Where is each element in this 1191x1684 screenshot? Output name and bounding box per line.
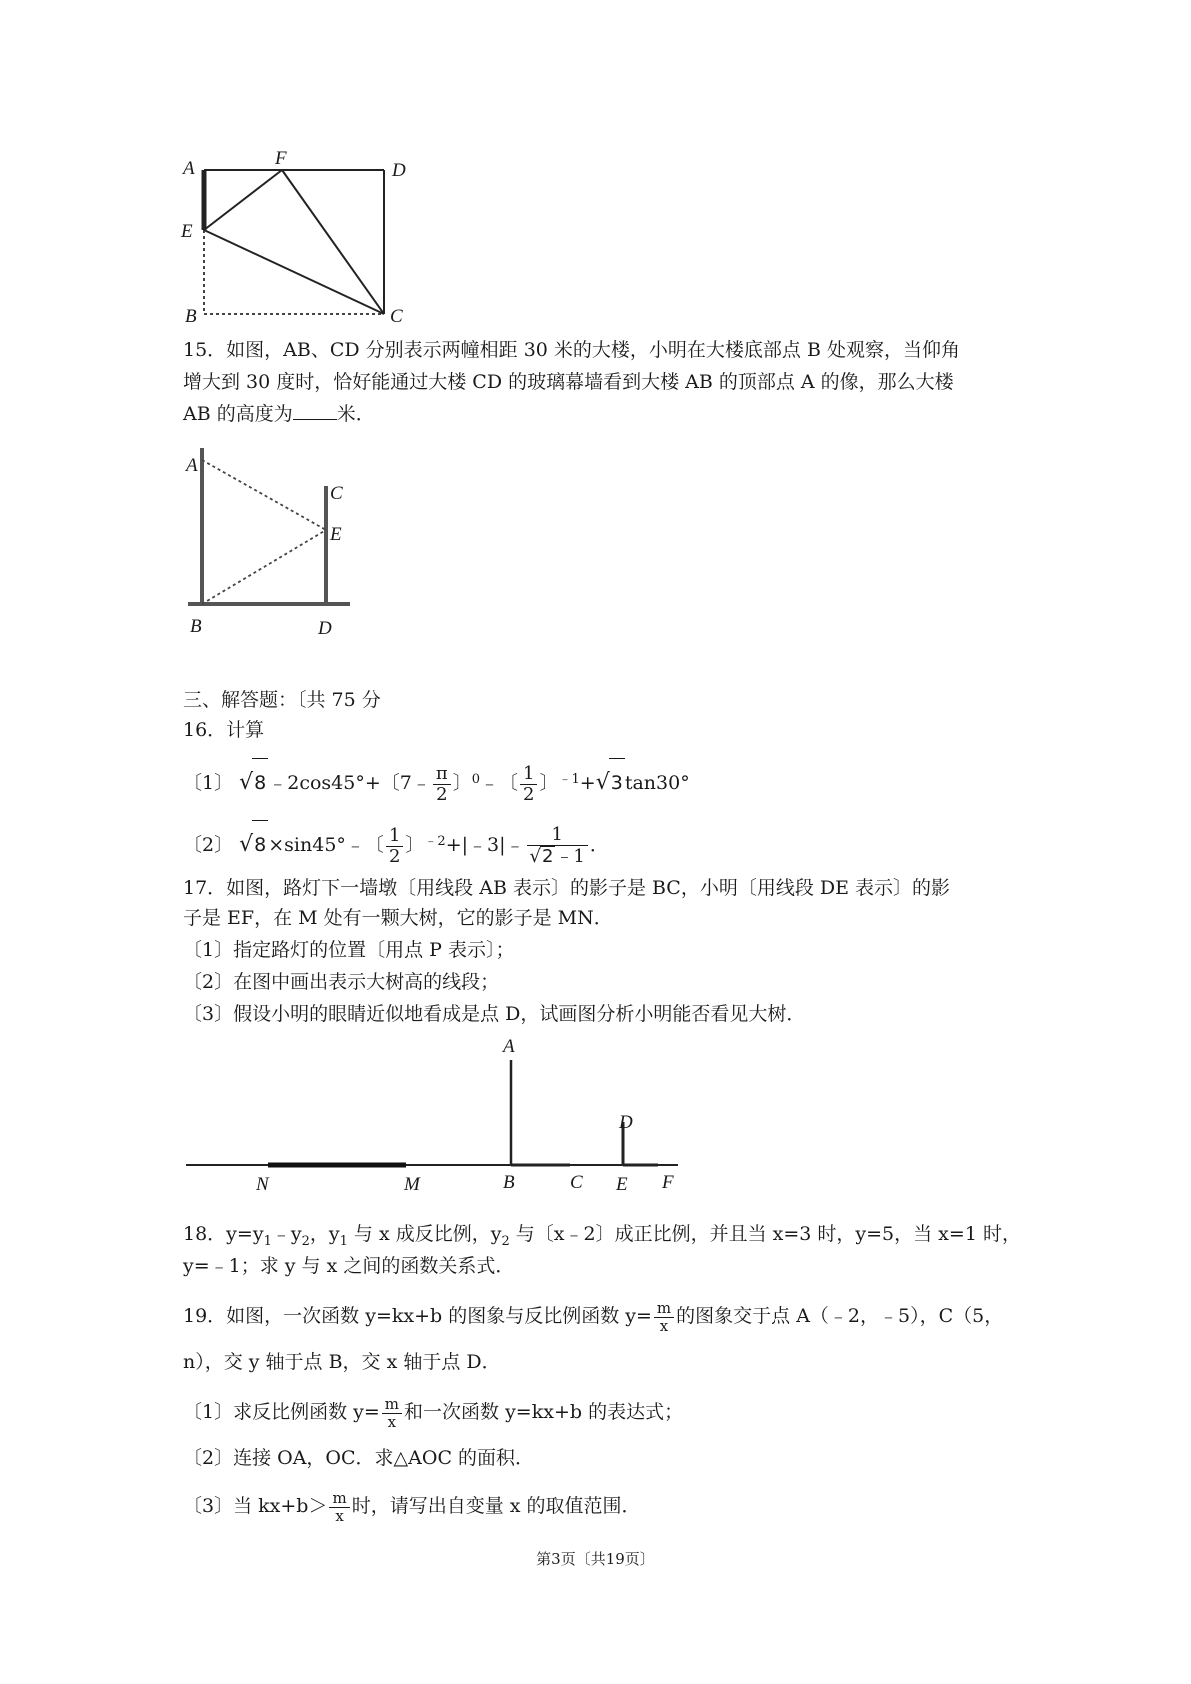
q16-p2-t4: ． (589, 834, 609, 856)
q16-p1-exp0: 0 (471, 772, 481, 787)
q16-p1-rad3: 3 (609, 758, 625, 807)
q19-line2: n），交 y 轴于点 B，交 x 轴于点 D． (183, 1351, 501, 1373)
q17-sub3: 〔3〕假设小明的眼睛近似地看成是点 D，试画图分析小明能否看见大树． (183, 1003, 806, 1025)
q19-s3b: 时，请写出自变量 x 的取值范围． (351, 1495, 641, 1517)
frac-denominator: 2 (388, 845, 401, 867)
fig1-label-b: B (185, 306, 197, 327)
q15-line2: 增大到 30 度时，恰好能通过大楼 CD 的玻璃幕墙看到大楼 AB 的顶部点 A 的像，那么大楼 (183, 371, 954, 393)
fig1-label-a: A (183, 158, 195, 179)
frac-numerator: π (433, 764, 451, 785)
q19-sub3 (183, 1486, 640, 1526)
q16-p1-t2: 〕 (452, 772, 472, 794)
q18-e: 与〔x﹣2〕成正比例，并且当 x=3 时，y=5，当 x=1 时， (509, 1223, 1021, 1245)
q15-line3-post: 米． (336, 403, 375, 425)
q16-p2-index: 〔2〕 (183, 834, 234, 856)
fig1-label-d: D (392, 160, 406, 181)
fig3-label-a: A (503, 1036, 515, 1057)
frac-numerator: m (382, 1396, 402, 1414)
answer-blank (293, 419, 337, 420)
q16-p1-plus: + (579, 772, 596, 794)
frac-denominator: x (387, 1412, 397, 1431)
frac-denominator: x (335, 1506, 344, 1525)
fig2-label-b: B (190, 616, 202, 637)
frac-numerator: m (329, 1490, 349, 1508)
q17-sub1: 〔1〕指定路灯的位置〔用点 P 表示〕； (183, 939, 515, 961)
q16-part1 (183, 756, 690, 804)
q18-line1 (183, 1222, 1021, 1254)
q19-line1 (183, 1296, 1003, 1336)
fig3-label-d: D (619, 1112, 633, 1133)
q18-sub3: 1 (339, 1234, 348, 1249)
q19-frac-mx (654, 1300, 674, 1335)
q16-p1-rad8: 8 (252, 758, 268, 807)
q19-sub1 (183, 1392, 683, 1432)
fig3-label-n: N (256, 1174, 269, 1195)
sqrt-icon: √ (529, 846, 541, 867)
q17-line2: 子是 EF，在 M 处有一颗大树，它的影子是 MN． (183, 907, 613, 929)
q16-p2-rad8: 8 (252, 820, 268, 869)
q19-s3a: 〔3〕当 kx+b＞ (183, 1495, 328, 1517)
frac-numerator: m (654, 1300, 674, 1318)
fig2-label-c: C (330, 483, 343, 504)
frac-denominator: 2 (436, 783, 448, 805)
frac-denominator: 2 (523, 783, 535, 805)
fig1-label-e: E (181, 221, 193, 242)
frac-denominator (527, 846, 588, 867)
q16-p2-den-rad: 2 (541, 846, 554, 867)
q18-a: 18．y=y (183, 1223, 264, 1245)
q16-p1-frac-pi (433, 764, 451, 805)
q18-d: 与 x 成反比例，y (347, 1223, 502, 1245)
q18-c: ，y (309, 1223, 340, 1245)
frac-numerator: 1 (527, 825, 588, 846)
q18-sub4: 2 (501, 1234, 510, 1249)
q18-sub2: 2 (301, 1234, 310, 1249)
q16-p1-t1: ﹣2cos45°+〔7﹣ (268, 772, 431, 794)
figure-rectangle-triangle (175, 148, 415, 328)
fig3-label-f: F (662, 1172, 674, 1193)
q16-p1-expm1: ﹣1 (558, 772, 580, 787)
sqrt-icon: √ (239, 770, 254, 795)
fig3-label-m: M (404, 1174, 420, 1195)
q16-p2-frac-recip (527, 825, 588, 867)
page-footer: 第3页〔共19页〕 (536, 1550, 655, 1568)
q16-part2 (183, 818, 609, 866)
q16-p2-expm2: ﹣2 (424, 834, 446, 849)
q17-line1: 17．如图，路灯下一墙墩〔用线段 AB 表示〕的影子是 BC，小明〔用线段 DE 表示〕的影 (183, 877, 951, 899)
q18-line2: y=﹣1；求 y 与 x 之间的函数关系式． (183, 1255, 515, 1277)
q16-p1-t5: tan30° (624, 772, 690, 794)
fig2-label-a: A (186, 455, 198, 476)
q16-p1-frac-half (520, 764, 537, 805)
q19-sub2: 〔2〕连接 OA，OC．求△AOC 的面积． (183, 1447, 535, 1469)
q16-p1-index: 〔1〕 (183, 772, 234, 794)
section-heading: 三、解答题：〔共 75 分 (183, 689, 381, 711)
q16-title: 16．计算 (183, 719, 265, 741)
q19-s1-frac-mx (382, 1396, 402, 1431)
sqrt-icon: √ (595, 770, 610, 795)
q15-line3-pre: AB 的高度为 (183, 403, 293, 425)
q16-p1-t3: ﹣〔 (480, 772, 519, 794)
figure-shadows (180, 1040, 680, 1180)
fig3-label-c: C (570, 1172, 583, 1193)
frac-numerator: 1 (520, 764, 537, 785)
q16-p2-t2: 〕 (405, 834, 425, 856)
q15-line3 (183, 402, 375, 426)
q19-a: 19．如图，一次函数 y=kx+b 的图象与反比例函数 y= (183, 1305, 652, 1327)
q17-sub2: 〔2〕在图中画出表示大树高的线段； (183, 971, 500, 993)
q16-p2-t3: +|﹣3|﹣ (445, 834, 525, 856)
fig3-label-e: E (616, 1174, 628, 1195)
q16-p2-den-rest: ﹣1 (555, 846, 585, 867)
q18-b: ﹣y (271, 1223, 302, 1245)
sqrt-icon: √ (239, 832, 254, 857)
q19-s3-frac-mx (329, 1490, 349, 1525)
q19-s1a: 〔1〕求反比例函数 y= (183, 1401, 380, 1423)
q19-b: 的图象交于点 A（﹣2，﹣5），C（5， (676, 1305, 1004, 1327)
frac-numerator: 1 (386, 826, 403, 847)
q16-p2-frac-half (386, 826, 403, 867)
fig2-label-e: E (330, 524, 342, 545)
fig2-label-d: D (318, 618, 332, 639)
fig3-label-b: B (503, 1172, 515, 1193)
q15-line1: 15．如图，AB、CD 分别表示两幢相距 30 米的大楼，小明在大楼底部点 B 处观察，当仰角 (183, 339, 960, 361)
q18-sub1: 1 (263, 1234, 272, 1249)
q19-s1b: 和一次函数 y=kx+b 的表达式； (404, 1401, 684, 1423)
fig1-label-c: C (390, 306, 403, 327)
fig1-label-f: F (275, 148, 287, 169)
frac-denominator: x (659, 1316, 669, 1335)
q16-p2-t1: ×sin45°﹣〔 (268, 834, 384, 856)
q16-p1-t4: 〕 (539, 772, 559, 794)
